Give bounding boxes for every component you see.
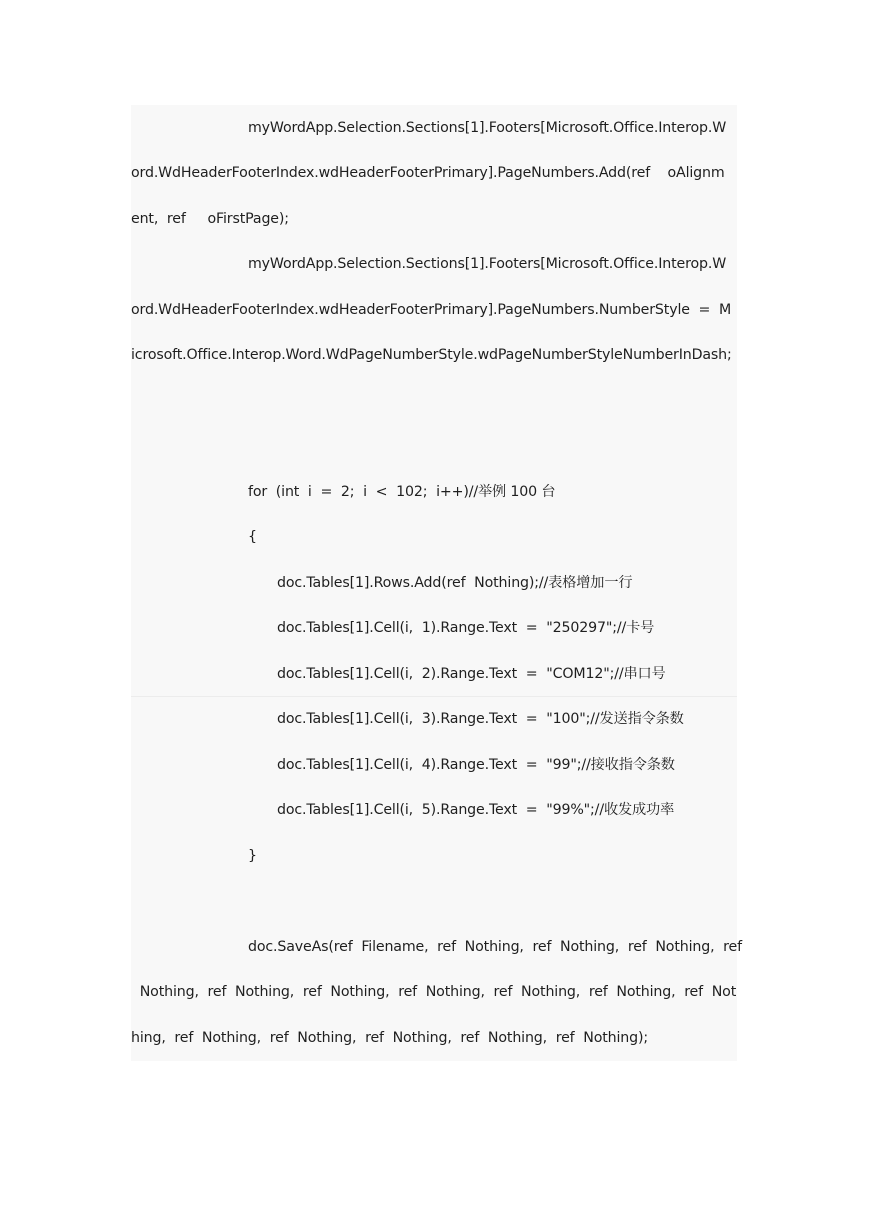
code-line: doc.Tables[1].Cell(i, 3).Range.Text = "100";//发送指令条数: [277, 711, 684, 727]
code-line: ent, ref oFirstPage);: [131, 211, 289, 227]
code-line: doc.Tables[1].Rows.Add(ref Nothing);//表格增加一行: [277, 575, 633, 591]
code-line: doc.Tables[1].Cell(i, 1).Range.Text = "250297";//卡号: [277, 620, 655, 636]
code-line: myWordApp.Selection.Sections[1].Footers[Microsoft.Office.Interop.W: [248, 120, 727, 136]
code-line: myWordApp.Selection.Sections[1].Footers[Microsoft.Office.Interop.W: [248, 256, 727, 272]
code-block: [131, 105, 742, 1061]
code-line: for (int i = 2; i < 102; i++)//举例 100 台: [248, 484, 556, 500]
code-line: }: [248, 848, 257, 864]
code-line: icrosoft.Office.Interop.Word.WdPageNumberStyle.wdPageNumberStyleNumberInDash;: [131, 347, 732, 363]
code-line: ord.WdHeaderFooterIndex.wdHeaderFooterPrimary].PageNumbers.Add(ref oAlignm: [131, 165, 725, 181]
code-line: hing, ref Nothing, ref Nothing, ref Nothing, ref Nothing, ref Nothing);: [131, 1030, 648, 1046]
code-line: ord.WdHeaderFooterIndex.wdHeaderFooterPrimary].PageNumbers.NumberStyle = M: [131, 302, 732, 318]
block-seam: [131, 696, 737, 697]
code-line: doc.Tables[1].Cell(i, 5).Range.Text = "99%";//收发成功率: [277, 802, 675, 818]
code-line: doc.Tables[1].Cell(i, 2).Range.Text = "COM12";//串口号: [277, 666, 666, 682]
code-line: {: [248, 529, 257, 545]
code-line: Nothing, ref Nothing, ref Nothing, ref Nothing, ref Nothing, ref Nothing, ref Not: [131, 984, 737, 1000]
code-line: doc.Tables[1].Cell(i, 4).Range.Text = "99";//接收指令条数: [277, 757, 675, 773]
code-line: doc.SaveAs(ref Filename, ref Nothing, ref Nothing, ref Nothing, ref: [248, 939, 742, 955]
